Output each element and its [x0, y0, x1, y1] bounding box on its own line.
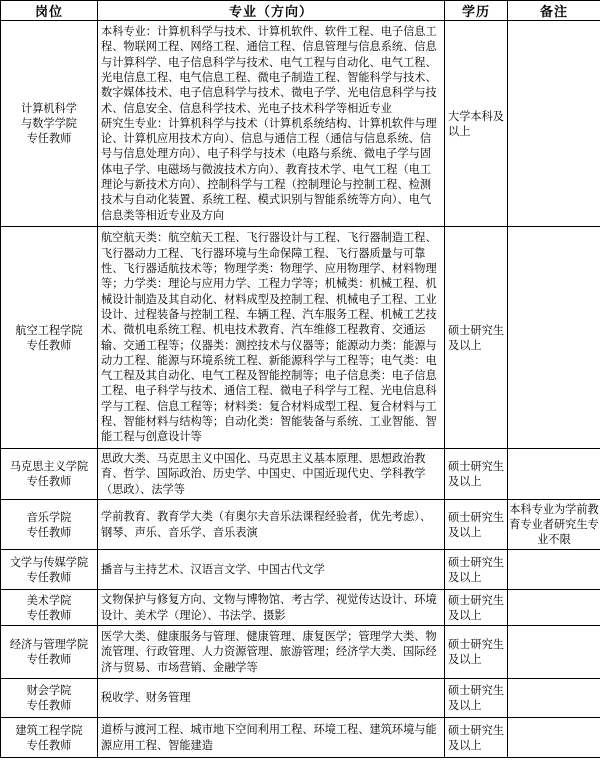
major-cell — [98, 718, 445, 758]
major-cell — [98, 590, 445, 626]
position-line: 马克思主义学院 — [9, 460, 89, 473]
note-cell — [508, 626, 600, 679]
degree-cell: 硕士研究生及以上 — [445, 449, 508, 500]
header-row — [1, 1, 600, 21]
table-row — [1, 718, 600, 758]
position-cell — [1, 449, 98, 500]
note-cell — [508, 590, 600, 626]
major-text: 航空航天类：航空航天工程、飞行器设计与工程、飞行器制造工程、飞行器动力工程、飞行器环境与生命保障工程、飞行器质量与可靠性、飞行器适航技术等；物理学类：物理学、应用物理学、材料物理等；力学类：理论与应用力学、工程力学等；机械类：机械工程、机械设计制造及其自动化、材料成型及控制工程、机械电子工程、工业设计、过程装备与控制工程、车辆工程、汽车服务工程、机械工艺技术、微机电系统工程、机电技术教育、汽车维修工程教育、交通运输、交通工程等；仪器类：测控技术与仪器等；能源动力类：能源与动力工程、能源与环境系统工程、新能源科学与工程等；电气类：电气工程及其自动化、电气工程及智能控制等；电子信息类：电子信息工程、电子科学与技术、通信工程、微电子科学与工程、光电信息科学与工程、信息工程等；材料类：复合材料成型工程、复合材料与工程、智能材料与结构等；自动化类：智能装备与系统、工业智能、智能工程与创意设计等 — [101, 231, 437, 444]
degree-cell: 硕士研究生及以上 — [445, 590, 508, 626]
position-line: 专任教师 — [26, 132, 72, 145]
position-cell — [1, 679, 98, 718]
table-row — [1, 449, 600, 500]
position-line: 与数学学院 — [21, 117, 77, 130]
position-line: 文学与传媒学院 — [9, 555, 89, 569]
table-row — [1, 21, 600, 227]
degree-cell: 硕士研究生及以上 — [445, 626, 508, 679]
major-text: 道桥与渡河工程、城市地下空间利用工程、环境工程、建筑环境与能源应用工程、智能建造 — [101, 723, 437, 752]
major-text: 思政大类、马克思主义中国化、马克思主义基本原理、思想政治教育、哲学、国际政治、历史学、中国史、中国近现代史、学科教学（思政）、法学等 — [101, 452, 426, 496]
major-cell — [98, 449, 445, 500]
table-row — [1, 500, 600, 550]
degree-cell: 硕士研究生及以上 — [445, 500, 508, 550]
position-cell — [1, 718, 98, 758]
position-line: 专任教师 — [26, 738, 72, 752]
position-line: 建筑工程学院 — [15, 723, 83, 737]
position-cell — [1, 590, 98, 626]
degree-cell: 大学本科及以上 — [445, 21, 508, 227]
major-text: 学前教育、教育学大类（有奥尔夫音乐法课程经验者，优先考虑）、钢琴、声乐、音乐学、音乐表演 — [101, 510, 432, 539]
major-cell — [98, 626, 445, 679]
major-cell — [98, 500, 445, 550]
position-line: 专任教师 — [26, 608, 72, 622]
major-text: 播音与主持艺术、汉语言文学、中国古代文学 — [101, 562, 325, 576]
degree-cell: 硕士研究生及以上 — [445, 718, 508, 758]
header-position: 岗位 — [1, 1, 98, 21]
table-row — [1, 550, 600, 590]
major-text: 文物保护与修复方向、文物与博物馆、考古学、视觉传达设计、环境设计、美术学（理论）、书法学、摄影 — [101, 593, 437, 622]
note-cell — [508, 227, 600, 449]
header-note: 备注 — [508, 1, 600, 21]
note-cell — [508, 679, 600, 718]
major-text: 医学大类、健康服务与管理、健康管理、康复医学；管理学大类、物流管理、行政管理、人力资源管理、旅游管理；经济学大类、国际经济与贸易、市场营销、金融学等 — [101, 630, 437, 674]
position-line: 音乐学院 — [26, 510, 72, 524]
position-cell — [1, 626, 98, 679]
note-cell — [508, 449, 600, 500]
position-line: 专任教师 — [26, 699, 72, 712]
position-cell — [1, 227, 98, 449]
major-cell — [98, 227, 445, 449]
major-cell — [98, 679, 445, 718]
position-cell — [1, 550, 98, 590]
degree-cell: 硕士研究生及以上 — [445, 227, 508, 449]
position-line: 美术学院 — [26, 593, 72, 607]
undergrad-majors: 本科专业：计算机科学与技术、计算机软件、软件工程、电子信息工程、物联网工程、网络工程、通信工程、信息管理与信息系统、信息与计算科学、电子信息科学与技术、电气工程与自动化、电气工程、光电信息工程、电气信息工程、微电子制造工程、智能科学与技术、数字媒体技术、电子信息科学与技术、微电子学、光电信息科学与技术、信息安全、信息科学技术、光电子技术科学等相近专业 — [101, 25, 437, 115]
note-cell: 本科专业为学前教育专业者研究生专业不限 — [508, 500, 600, 550]
major-text: 税收学、财务管理 — [101, 691, 191, 705]
position-line: 专任教师 — [26, 525, 72, 539]
position-line: 专任教师 — [26, 475, 72, 488]
table-row — [1, 626, 600, 679]
table-row — [1, 679, 600, 718]
note-cell — [508, 21, 600, 227]
position-line: 航空工程学院 — [15, 323, 83, 337]
header-degree: 学历 — [445, 1, 508, 21]
table-row — [1, 590, 600, 626]
major-cell — [98, 550, 445, 590]
position-cell — [1, 500, 98, 550]
position-line: 计算机科学 — [21, 102, 77, 115]
note-cell — [508, 550, 600, 590]
position-line: 财会学院 — [26, 684, 72, 697]
degree-cell: 硕士研究生及以上 — [445, 550, 508, 590]
table-row — [1, 227, 600, 449]
position-cell — [1, 21, 98, 227]
position-line: 经济与管理学院 — [9, 638, 89, 651]
position-line: 专任教师 — [26, 338, 72, 352]
position-line: 专任教师 — [26, 570, 72, 584]
degree-cell: 硕士研究生及以上 — [445, 679, 508, 718]
position-line: 专任教师 — [26, 653, 72, 666]
header-major: 专业（方向） — [98, 1, 445, 21]
note-cell — [508, 718, 600, 758]
major-cell — [98, 21, 445, 227]
graduate-majors: 研究生专业：计算机科学与技术（计算机系统结构、计算机软件与理论、计算机应用技术方向）、信息与通信工程（通信与信息系统、信号与信息处理方向）、电子科学与技术（电路与系统、微电子学与固体电子学、电磁场与微波技术方向）、教育技术学、电气工程（电工理论与新技术方向）、控制科学与工程（控制理论与控制工程、检测技术与自动化装置、系统工程、模式识别与智能系统等方向）、电气信息类等相近专业及方向 — [101, 116, 437, 222]
